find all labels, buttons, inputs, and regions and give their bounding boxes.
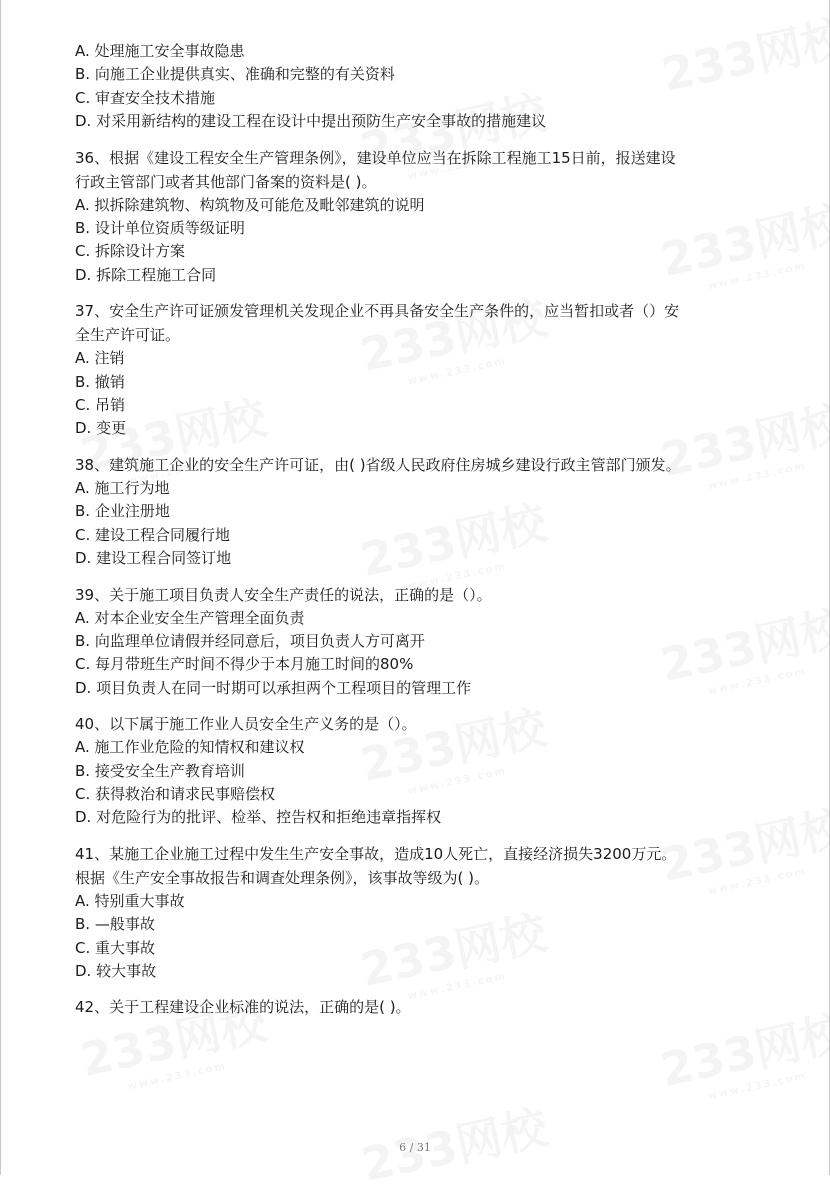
question-text: 全生产许可证。	[75, 326, 181, 345]
option: A. 拟拆除建筑物、构筑物及可能危及毗邻建筑的说明	[75, 195, 425, 214]
option: D. 项目负责人在同一时期可以承担两个工程项目的管理工作	[75, 678, 472, 697]
option: B. 撤销	[75, 372, 125, 391]
option: C. 重大事故	[75, 938, 156, 957]
question-37	[75, 299, 765, 441]
question-text: 行政主管部门或者其他部门备案的资料是( )。	[75, 172, 377, 191]
question-text: 39、关于施工项目负责人安全生产责任的说法，正确的是（）。	[75, 585, 492, 604]
option: C. 拆除设计方案	[75, 242, 186, 261]
question-text: 42、关于工程建设企业标准的说法，正确的是( )。	[75, 998, 411, 1017]
option: B. 向监理单位请假并经同意后，项目负责人方可离开	[75, 631, 425, 650]
question-text: 根据《生产安全事故报告和调查处理条例》，该事故等级为( )。	[75, 868, 489, 887]
option: A. 注销	[75, 349, 125, 368]
option: C. 每月带班生产时间不得少于本月施工时间的80%	[75, 655, 414, 674]
question-41	[75, 842, 765, 984]
current-page: 6	[399, 1141, 407, 1154]
option: A. 对本企业安全生产管理全面负责	[75, 608, 305, 627]
option: D. 对危险行为的批评、检举、控告权和拒绝违章指挥权	[75, 808, 442, 827]
question-text: 36、根据《建设工程安全生产管理条例》，建设单位应当在拆除工程施工15日前，报送建设	[75, 148, 676, 167]
option: D. 对采用新结构的建设工程在设计中提出预防生产安全事故的措施建议	[75, 112, 547, 131]
option: A. 施工作业危险的知情权和建议权	[75, 738, 305, 757]
page-separator: /	[409, 1141, 414, 1154]
option: D. 建设工程合同签订地	[75, 549, 232, 568]
question-39	[75, 583, 765, 701]
option: D. 变更	[75, 419, 127, 438]
option: A. 施工行为地	[75, 478, 170, 497]
option: A. 处理施工安全事故隐患	[75, 42, 245, 60]
question-options-continued	[75, 40, 765, 134]
question-text: 40、以下属于施工作业人员安全生产义务的是（）。	[75, 715, 417, 734]
question-38	[75, 453, 765, 571]
option: B. 企业注册地	[75, 502, 170, 521]
question-36	[75, 146, 765, 288]
option: D. 拆除工程施工合同	[75, 265, 217, 284]
option: C. 审查安全技术措施	[75, 88, 216, 107]
page-number	[0, 1141, 830, 1154]
question-text: 41、某施工企业施工过程中发生生产安全事故，造成10人死亡，直接经济损失3200万元。	[75, 844, 677, 863]
option: A. 特别重大事故	[75, 891, 185, 910]
option: D. 较大事故	[75, 961, 157, 980]
total-pages: 31	[416, 1141, 431, 1154]
option: B. 接受安全生产教育培训	[75, 761, 245, 780]
page-left-border	[0, 0, 1, 1175]
option: B. 向施工企业提供真实、准确和完整的有关资料	[75, 65, 395, 84]
document-page	[75, 40, 765, 1031]
option: C. 吊销	[75, 396, 126, 415]
question-text: 38、建筑施工企业的安全生产许可证，由( )省级人民政府住房城乡建设行政主管部门颁发。	[75, 455, 681, 474]
question-40	[75, 712, 765, 830]
option: B. 设计单位资质等级证明	[75, 219, 245, 238]
question-42	[75, 995, 765, 1019]
option: B. —般事故	[75, 915, 155, 934]
option: C. 获得救治和请求民事赔偿权	[75, 784, 276, 803]
option: C. 建设工程合同履行地	[75, 525, 231, 544]
question-text: 37、安全生产许可证颁发管理机关发现企业不再具备安全生产条件的，应当暂扣或者（）安	[75, 302, 680, 321]
